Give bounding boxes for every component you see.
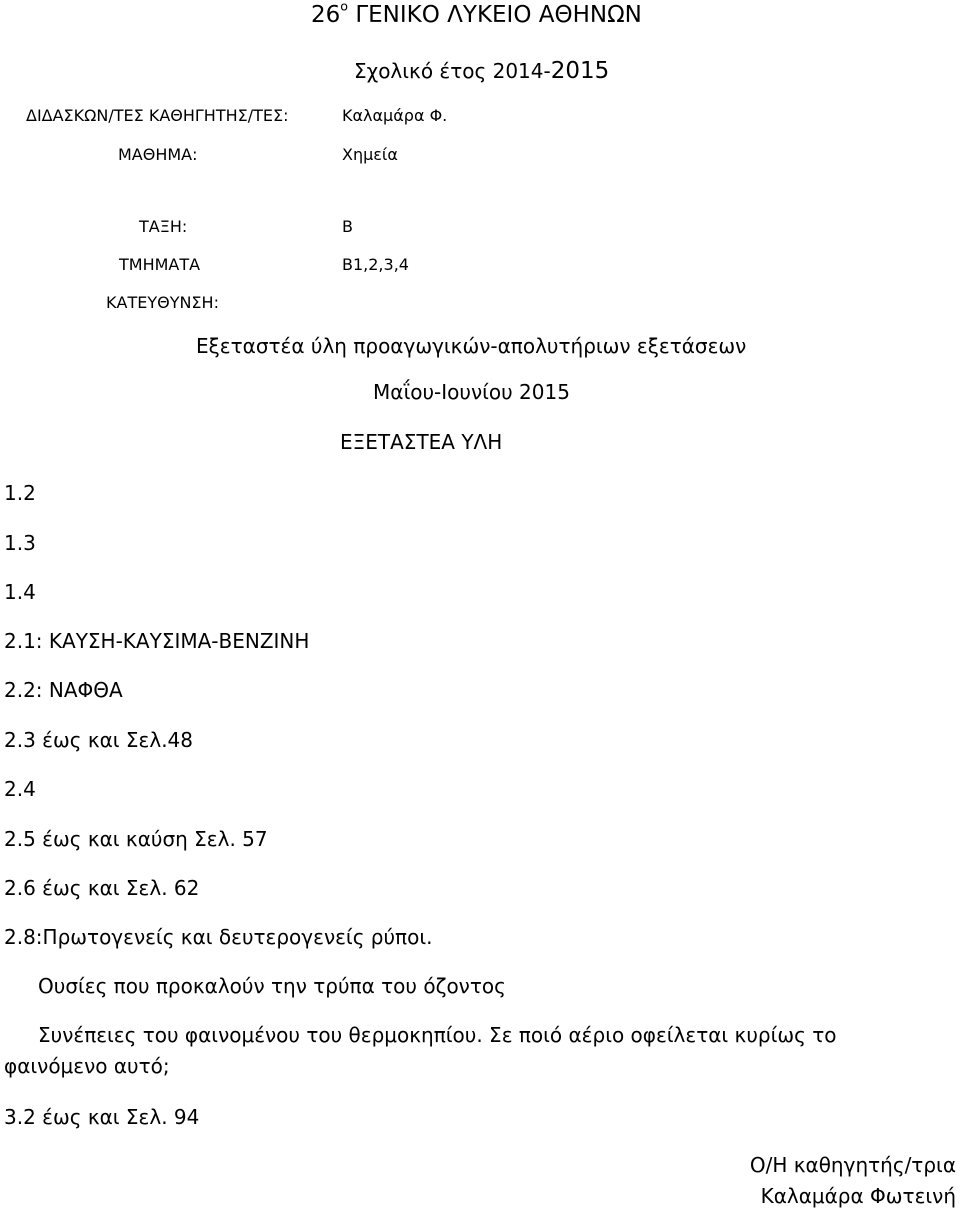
syllabus-item: 2.1: ΚΑΥΣΗ-ΚΑΥΣΙΜΑ-ΒΕΝΖΙΝΗ: [4, 629, 310, 653]
school-year: [354, 58, 609, 86]
school-year-label: Σχολικό έτος 2014-: [354, 59, 551, 83]
syllabus-item: 1.4: [4, 580, 36, 604]
signature-name: Καλαμάρα Φωτεινή: [760, 1184, 956, 1208]
syllabus-item: 1.3: [4, 531, 36, 555]
signature-role: Ο/Η καθηγητής/τρια: [749, 1153, 956, 1177]
syllabus-item: 3.2 έως και Σελ. 94: [4, 1105, 200, 1129]
syllabus-subitem-continuation: φαινόμενο αυτό;: [4, 1054, 170, 1078]
syllabus-item: 2.3 έως και Σελ.48: [4, 728, 194, 752]
school-title: [311, 2, 642, 30]
syllabus-subitem: Συνέπειες του φαινομένου του θερμοκηπίου. Σε ποιό αέριο οφείλεται κυρίως το: [38, 1023, 837, 1047]
school-number: 26: [311, 2, 341, 28]
teacher-value: Καλαμάρα Φ.: [342, 106, 448, 125]
teacher-label: ΔΙΔΑΣΚΩΝ/ΤΕΣ ΚΑΘΗΓΗΤΗΣ/ΤΕΣ:: [26, 106, 289, 125]
school-year-end: 2015: [550, 58, 610, 84]
school-number-superscript: ο: [340, 0, 349, 14]
syllabus-item: 2.5 έως και καύση Σελ. 57: [4, 827, 268, 851]
subject-label: ΜΑΘΗΜΑ:: [118, 145, 198, 164]
exam-period: Μαΐου-Ιουνίου 2015: [373, 380, 570, 404]
syllabus-item: 1.2: [4, 481, 36, 505]
sections-label: ΤΜΗΜΑΤΑ: [119, 255, 201, 274]
exam-title: Εξεταστέα ύλη προαγωγικών-απολυτήριων εξετάσεων: [196, 334, 747, 358]
syllabus-item: 2.8:Πρωτογενείς και δευτερογενείς ρύποι.: [4, 925, 433, 949]
direction-label: ΚΑΤΕΥΘΥΝΣΗ:: [106, 293, 219, 312]
syllabus-item: 2.2: ΝΑΦΘΑ: [4, 678, 123, 702]
syllabus-item: 2.4: [4, 777, 36, 801]
school-name: ΓΕΝΙΚΟ ΛΥΚΕΙΟ ΑΘΗΝΩΝ: [348, 2, 642, 28]
class-value: Β: [342, 217, 353, 236]
exam-heading: ΕΞΕΤΑΣΤΕΑ ΥΛΗ: [340, 430, 503, 454]
class-label: ΤΑΞΗ:: [139, 217, 188, 236]
syllabus-subitem: Ουσίες που προκαλούν την τρύπα του όζοντος: [38, 974, 506, 998]
sections-value: Β1,2,3,4: [342, 255, 409, 274]
syllabus-item: 2.6 έως και Σελ. 62: [4, 876, 200, 900]
subject-value: Χημεία: [342, 145, 398, 164]
